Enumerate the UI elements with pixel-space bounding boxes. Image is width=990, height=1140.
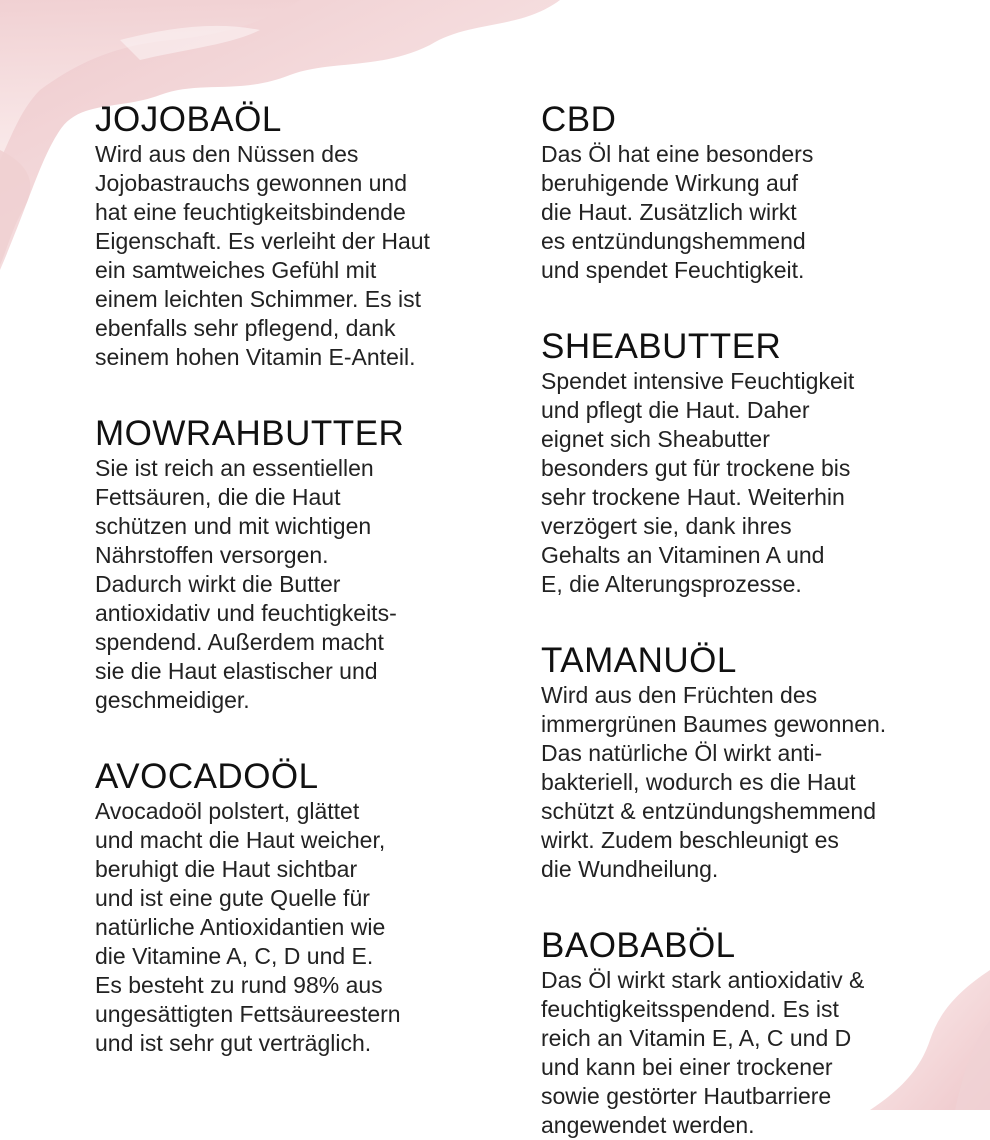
left-column: [95, 100, 495, 1058]
ingredient-description: Sie ist reich an essentiellen Fettsäuren, die die Haut schützen und mit wichtigen Nährstoffen versorgen. Dadurch wirkt die Butter antioxidativ und feuchtigkeits- spendend. Außerdem macht sie die Haut elastischer und geschmeidiger.: [95, 455, 397, 713]
ingredient-avocadooel: [95, 757, 495, 1058]
ingredient-title: SHEABUTTER: [541, 327, 782, 366]
right-column: [541, 100, 936, 1140]
ingredient-baobaboel: [541, 926, 936, 1140]
ingredient-title: MOWRAHBUTTER: [95, 414, 405, 453]
ingredient-description: Wird aus den Früchten des immergrünen Baumes gewonnen. Das natürliche Öl wirkt anti- bakteriell, wodurch es die Haut schützt & entzündungshemmend wirkt. Zudem beschleunigt es die Wundheilung.: [541, 682, 887, 882]
ingredient-sheabutter: [541, 327, 936, 599]
ingredient-description: Das Öl wirkt stark antioxidativ & feuchtigkeitsspendend. Es ist reich an Vitamin E, A, C und D und kann bei einer trockener sowie gestörter Hautbarriere angewendet werden.: [541, 967, 865, 1138]
ingredient-tamanuoel: [541, 641, 936, 884]
ingredient-title: AVOCADOÖL: [95, 757, 319, 796]
ingredient-jojobaoel: [95, 100, 495, 372]
ingredient-mowrahbutter: [95, 414, 495, 715]
ingredient-description: Das Öl hat eine besonders beruhigende Wirkung auf die Haut. Zusätzlich wirkt es entzündungshemmend und spendet Feuchtigkeit.: [541, 141, 814, 283]
ingredient-description: Spendet intensive Feuchtigkeit und pflegt die Haut. Daher eignet sich Sheabutter besonders gut für trockene bis sehr trockene Haut. Weiterhin verzögert sie, dank ihres Gehalts an Vitaminen A und E, die Alterungsprozesse.: [541, 368, 855, 597]
ingredient-description: Wird aus den Nüssen des Jojobastrauchs gewonnen und hat eine feuchtigkeitsbindende Eigenschaft. Es verleiht der Haut ein samtweiches Gefühl mit einem leichten Schimmer. Es ist ebenfalls sehr pflegend, dank seinem hohen Vitamin E-Anteil.: [95, 141, 430, 370]
ingredient-title: CBD: [541, 100, 617, 139]
ingredient-cbd: [541, 100, 936, 285]
ingredient-title: JOJOBAÖL: [95, 100, 282, 139]
ingredient-description: Avocadoöl polstert, glättet und macht die Haut weicher, beruhigt die Haut sichtbar und ist eine gute Quelle für natürliche Antioxidantien wie die Vitamine A, C, D und E. Es besteht zu rund 98% aus ungesättigten Fettsäureestern und ist sehr gut verträglich.: [95, 798, 401, 1056]
ingredient-title: BAOBABÖL: [541, 926, 736, 965]
ingredient-title: TAMANUÖL: [541, 641, 737, 680]
